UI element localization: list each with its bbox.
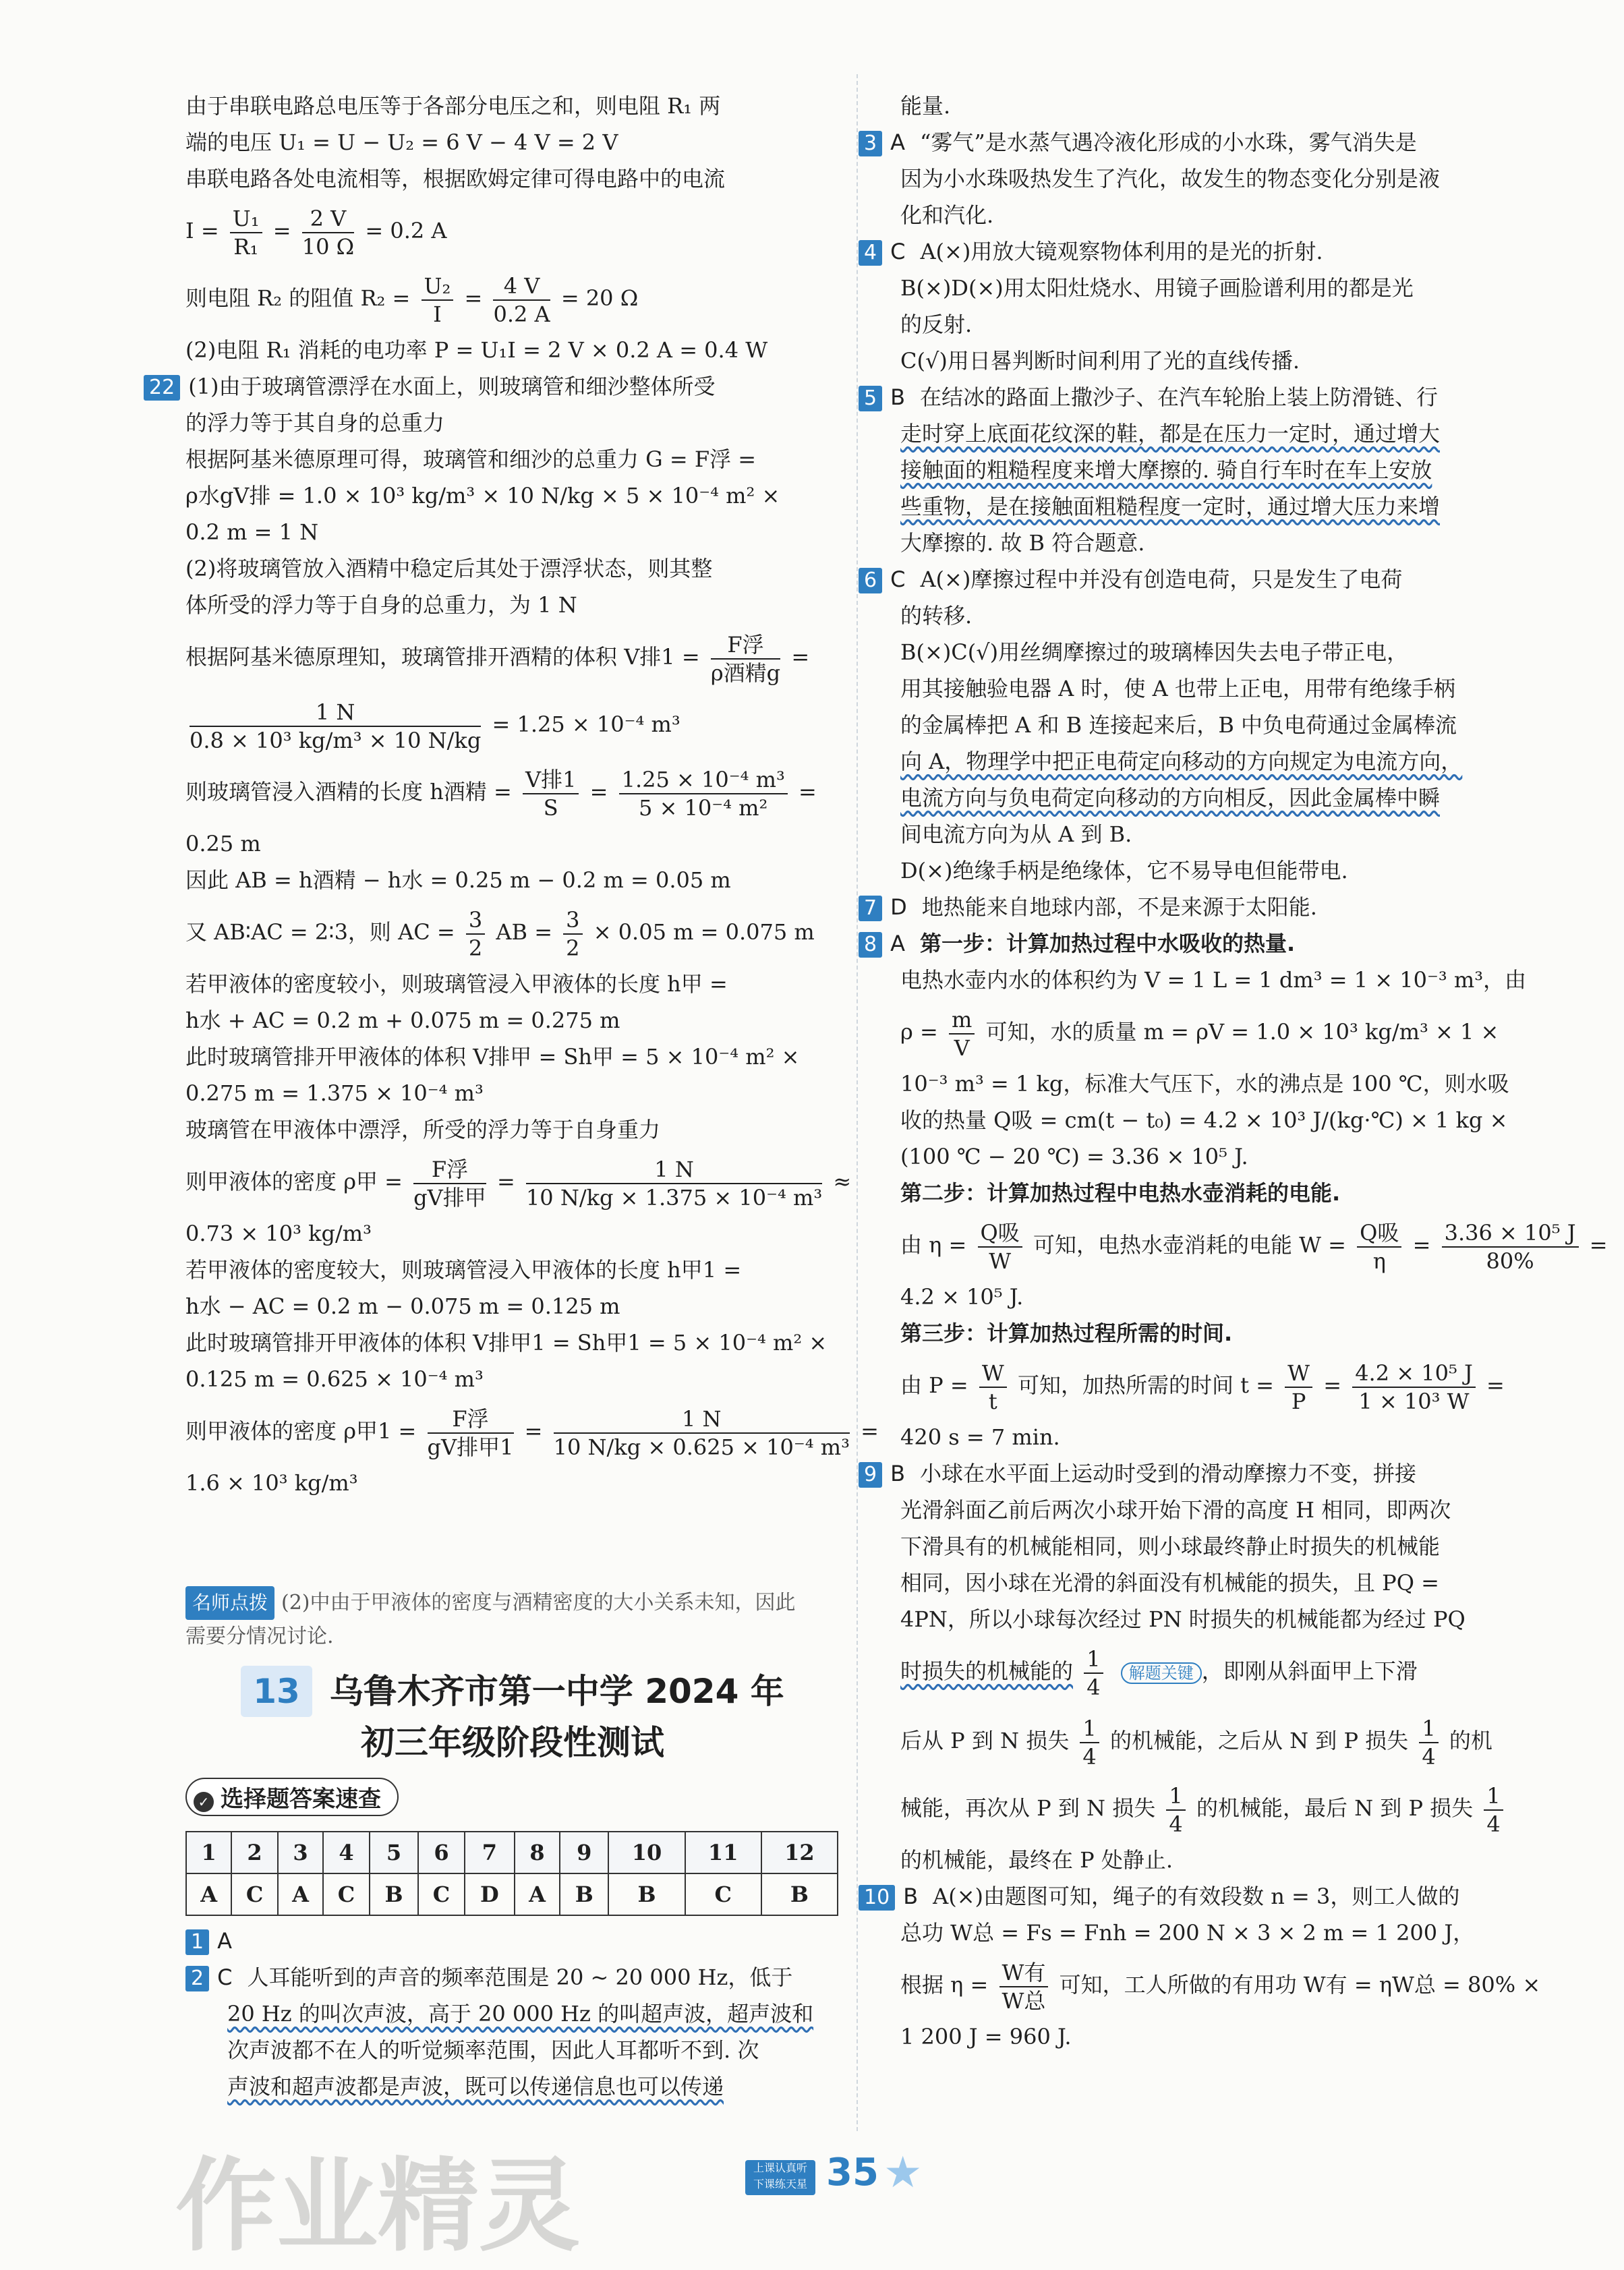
- table-cell: B: [761, 1873, 838, 1915]
- question-number: 22: [144, 375, 180, 401]
- key-tag: 解题关键: [1121, 1662, 1202, 1684]
- table-cell: B: [560, 1873, 608, 1915]
- text-line: 若甲液体的密度较小，则玻璃管浸入甲液体的长度 h甲 =: [185, 971, 728, 997]
- text-line-fraction: 时损失的机械能的 $\frac{1}{4}$ 解题关键 ，即刚从斜面甲上下滑: [900, 1646, 1418, 1700]
- answer-key-table: [185, 1831, 838, 1916]
- text-line: 大摩擦的. 故 B 符合题意.: [900, 530, 1145, 556]
- text-line: B(×)C(√)用丝绸摩擦过的玻璃棒因失去电子带正电，: [900, 639, 1409, 665]
- text-line: (2)将玻璃管放入酒精中稳定后其处于漂浮状态，则其整: [185, 556, 713, 581]
- table-cell: C: [418, 1873, 465, 1915]
- text-line: 间电流方向为从 A 到 B.: [900, 821, 1132, 847]
- table-cell: C: [231, 1873, 278, 1915]
- text-line: 0.275 m = 1.375 × 10⁻⁴ m³: [185, 1080, 484, 1106]
- formula-ac: 又 AB∶AC = 2∶3，则 AC = $\frac{3}{2}$ AB = $\frac{3}{2}$ × 0.05 m = 0.075 m: [185, 906, 815, 961]
- hint-tag: 名师点拨: [185, 1586, 274, 1620]
- table-cell: 8: [515, 1832, 560, 1873]
- table-row: [186, 1832, 838, 1873]
- section-13: [185, 1666, 840, 2105]
- table-cell: 10: [608, 1832, 685, 1873]
- text-line: 电流方向与负电荷定向移动的方向相反，因此金属棒中瞬: [900, 785, 1441, 811]
- table-cell: 9: [560, 1832, 608, 1873]
- table-cell: C: [323, 1873, 370, 1915]
- formula-useful-work: 根据 η = $\frac{\text{W有}}{\text{W总}}$ 可知，工人所做的有用功 W有 = ηW总 = 80% ×: [900, 1959, 1541, 2014]
- formula-time: 由 P = $\frac{W}{t}$ 可知，加热所需的时间 t = $\frac{W}{P}$ = $\frac{\text{4.2 × 10⁵ J}}{\text{1 × 10³ W}}$ =: [900, 1360, 1505, 1414]
- text-line: 的转移.: [900, 603, 973, 629]
- star-mascot-icon: ★: [883, 2148, 923, 2198]
- answer-6: 6 C A(×)摩擦过程中并没有创造电荷，只是发生了电荷: [900, 561, 1568, 598]
- text-line: ρ水gV排 = 1.0 × 10³ kg/m³ × 10 N/kg × 5 × 10⁻⁴ m² ×: [185, 483, 780, 508]
- text-line: 些重物，是在接触面粗糙程度一定时，通过增大压力来增: [900, 494, 1441, 519]
- text-line: 0.125 m = 0.625 × 10⁻⁴ m³: [185, 1366, 484, 1392]
- text-line: 用其接触验电器 A 时，使 A 也带上正电，用带有绝缘手柄: [900, 676, 1455, 701]
- answer-10: 10 B A(×)由题图可知，绳子的有效段数 n = 3，则工人做的: [900, 1878, 1568, 1915]
- text-line: 此时玻璃管排开甲液体的体积 V排甲 = Sh甲 = 5 × 10⁻⁴ m² ×: [185, 1044, 800, 1070]
- table-cell: B: [608, 1873, 685, 1915]
- question-22: 22 (1)由于玻璃管漂浮在水面上，则玻璃管和细沙整体所受: [185, 368, 813, 405]
- answer-9: 9 B 小球在水平面上运动时受到的滑动摩擦力不变，拼接: [900, 1455, 1568, 1492]
- answer-8: 8 A 第一步：计算加热过程中水吸收的热量.: [900, 925, 1568, 962]
- text-line: 此时玻璃管排开甲液体的体积 V排甲1 = Sh甲1 = 5 × 10⁻⁴ m² ×: [185, 1330, 828, 1356]
- text-line: 根据阿基米德原理可得，玻璃管和细沙的总重力 G = F浮 =: [185, 446, 757, 472]
- text-line: 向 A，物理学中把正电荷定向移动的方向规定为电流方向，: [900, 749, 1463, 774]
- text-line: 相同，因小球在光滑的斜面没有机械能的损失，且 PQ =: [900, 1570, 1439, 1596]
- section-title: 13 乌鲁木齐市第一中学 2024 年: [185, 1666, 840, 1717]
- text-line: 的金属棒把 A 和 B 连接起来后，B 中负电荷通过金属棒流: [900, 712, 1457, 738]
- formula-rho-1: 则甲液体的密度 ρ甲 = $\frac{\text{F浮}}{\text{gV排甲}}$ = $\frac{1 N}{\text{10 N/kg × 1.375 × 10⁻⁴ m³}}$ ≈: [185, 1156, 852, 1211]
- answer-7: 7 D 地热能来自地球内部，不是来源于太阳能.: [900, 889, 1568, 925]
- table-cell: A: [278, 1873, 323, 1915]
- table-cell: 5: [370, 1832, 418, 1873]
- text-line: h水 − AC = 0.2 m − 0.075 m = 0.125 m: [185, 1293, 620, 1319]
- slogan-badge: 上课认真听 下课练天星: [745, 2160, 815, 2195]
- step-heading: 第三步：计算加热过程所需的时间.: [900, 1320, 1233, 1346]
- quick-check-label: ✓ 选择题答案速查: [185, 1778, 840, 1816]
- text-line: 化和汽化.: [900, 202, 994, 228]
- table-cell: 4: [323, 1832, 370, 1873]
- text-line: 4.2 × 10⁵ J.: [900, 1284, 1024, 1310]
- formula-rho-2: 则甲液体的密度 ρ甲1 = $\frac{\text{F浮}}{\text{gV排甲1}}$ = $\frac{1 N}{\text{10 N/kg × 0.625 × 10⁻⁴ m³}}$ =: [185, 1405, 879, 1460]
- answer-3: 3 A “雾气”是水蒸气遇冷液化形成的小水珠，雾气消失是: [900, 124, 1568, 161]
- table-cell: B: [370, 1873, 418, 1915]
- text-line-fraction: 后从 P 到 N 损失 $\frac{1}{4}$ 的机械能，之后从 N 到 P 损失 $\frac{1}{4}$ 的机: [900, 1715, 1492, 1770]
- page-number: 35: [826, 2151, 879, 2194]
- teacher-hint: [185, 1586, 813, 1654]
- text-line: (100 ℃ − 20 ℃) = 3.36 × 10⁵ J.: [900, 1144, 1248, 1169]
- text-line: 次声波都不在人的听觉频率范围，因此人耳都听不到. 次: [227, 2037, 759, 2063]
- table-cell: 3: [278, 1832, 323, 1873]
- formula-energy: 由 η = $\frac{\text{Q吸}}{W}$ 可知，电热水壶消耗的电能 W = $\frac{\text{Q吸}}{\eta}$ = $\frac{\text{3.36 × 10⁵ J}}{80\%}$ =: [900, 1219, 1608, 1274]
- table-cell: C: [685, 1873, 761, 1915]
- text-line: 电热水壶内水的体积约为 V = 1 L = 1 dm³ = 1 × 10⁻³ m³，由: [900, 967, 1527, 993]
- text-line: 下滑具有的机械能相同，则小球最终静止时损失的机械能: [900, 1534, 1441, 1559]
- table-cell: A: [515, 1873, 560, 1915]
- table-cell: A: [186, 1873, 231, 1915]
- formula-density: ρ = $\frac{m}{V}$ 可知，水的质量 m = ρV = 1.0 × 10³ kg/m³ × 1 ×: [900, 1006, 1499, 1061]
- formula-v-alcohol: 根据阿基米德原理知，玻璃管排开酒精的体积 V排1 = $\frac{\text{F浮}}{\text{ρ酒精g}}$ =: [185, 631, 810, 686]
- section-subtitle: 初三年级阶段性测试: [361, 1723, 664, 1762]
- text-line: 收的热量 Q吸 = cm(t − t₀) = 4.2 × 10³ J/(kg·℃) × 1 kg ×: [900, 1107, 1508, 1133]
- section-number: 13: [241, 1666, 312, 1717]
- left-column: [149, 88, 879, 1501]
- table-cell: D: [465, 1873, 515, 1915]
- text-line: 接触面的粗糙程度来增大摩擦的. 骑自行车时在车上安放: [900, 457, 1432, 483]
- text-line-fraction: 械能，再次从 P 到 N 损失 $\frac{1}{4}$ 的机械能，最后 N 到 P 损失 $\frac{1}{4}$: [900, 1774, 1568, 1842]
- text-line: B(×)D(×)用太阳灶烧水、用镜子画脸谱利用的都是光: [900, 275, 1414, 301]
- text-line: 420 s = 7 min.: [900, 1424, 1060, 1450]
- text-line: 由于串联电路总电压等于各部分电压之和，则电阻 R₁ 两: [185, 93, 721, 119]
- hint-text: (2)中由于甲液体的密度与酒精密度的大小关系未知，因此需要分情况讨论.: [185, 1591, 796, 1648]
- text-line: 体所受的浮力等于自身的总重力，为 1 N: [185, 592, 577, 618]
- text-line: C(√)用日晷判断时间利用了光的直线传播.: [900, 348, 1300, 374]
- text-line: 光滑斜面乙前后两次小球开始下滑的高度 H 相同，即两次: [900, 1497, 1451, 1523]
- text-line: (2)电阻 R₁ 消耗的电功率 P = U₁I = 2 V × 0.2 A = 0.4 W: [185, 337, 768, 363]
- table-cell: 7: [465, 1832, 515, 1873]
- text-line: 10⁻³ m³ = 1 kg，标准大气压下，水的沸点是 100 ℃，则水吸: [900, 1071, 1509, 1097]
- text-line: 1.6 × 10³ kg/m³: [185, 1470, 358, 1496]
- table-cell: 11: [685, 1832, 761, 1873]
- text-line: 20 Hz 的叫次声波，高于 20 000 Hz 的叫超声波，超声波和: [227, 2001, 814, 2027]
- text-line: 走时穿上底面花纹深的鞋，都是在压力一定时，通过增大: [900, 421, 1441, 446]
- step-heading: 第二步：计算加热过程中电热水壶消耗的电能.: [900, 1180, 1341, 1206]
- table-cell: 1: [186, 1832, 231, 1873]
- text-line: 总功 W总 = Fs = Fnh = 200 N × 3 × 2 m = 1 200 J，: [900, 1920, 1475, 1946]
- table-row: [186, 1873, 838, 1915]
- answer-4: 4 C A(×)用放大镜观察物体利用的是光的折射.: [900, 233, 1568, 270]
- table-cell: 12: [761, 1832, 838, 1873]
- formula-r2: 则电阻 R₂ 的阻值 R₂ = $\frac{\text{U₂}}{I}$ = $\frac{4 V}{0.2 A}$ = 20 Ω: [185, 272, 639, 327]
- table-cell: 6: [418, 1832, 465, 1873]
- text-line: 0.25 m: [185, 831, 261, 856]
- watermark: 作业精灵: [175, 2148, 581, 2265]
- formula-h-alcohol: 则玻璃管浸入酒精的长度 h酒精 = $\frac{\text{V排1}}{S}$ = $\frac{\text{1.25 × 10⁻⁴ m³}}{\text{5 × 10⁻⁴ m²}}$ =: [185, 766, 817, 821]
- text-line: 0.73 × 10³ kg/m³: [185, 1221, 372, 1246]
- answer-5: 5 B 在结冰的路面上撒沙子、在汽车轮胎上装上防滑链、行: [900, 379, 1568, 415]
- text-line: 玻璃管在甲液体中漂浮，所受的浮力等于自身重力: [185, 1117, 661, 1142]
- answer-1: 1 A: [227, 1923, 840, 1959]
- text-line: 因为小水珠吸热发生了汽化，故发生的物态变化分别是液: [900, 166, 1441, 192]
- answer-2: 2 C 人耳能听到的声音的频率范围是 20 ~ 20 000 Hz，低于: [227, 1959, 840, 1996]
- formula-v-alcohol-value: $\frac{1 N}{\text{0.8 × 10³ kg/m³ × 10 N/kg}}$ = 1.25 × 10⁻⁴ m³: [190, 699, 680, 753]
- text-line: 4PN，所以小球每次经过 PN 时损失的机械能都为经过 PQ: [900, 1606, 1466, 1632]
- text-line: 端的电压 U₁ = U − U₂ = 6 V − 4 V = 2 V: [185, 129, 618, 155]
- text-line: 0.2 m = 1 N: [185, 519, 319, 545]
- text-line: 因此 AB = h酒精 − h水 = 0.25 m − 0.2 m = 0.05 m: [185, 867, 731, 893]
- right-column: [864, 88, 1608, 2055]
- formula-current: I = $\frac{\text{U₁}}{\text{R₁}}$ = $\frac{2 V}{10 \Omega}$ = 0.2 A: [185, 205, 447, 260]
- text-line: 若甲液体的密度较大，则玻璃管浸入甲液体的长度 h甲1 =: [185, 1257, 742, 1283]
- text-line: h水 + AC = 0.2 m + 0.075 m = 0.275 m: [185, 1008, 620, 1033]
- text-line: 声波和超声波都是声波，既可以传递信息也可以传递: [227, 2074, 724, 2099]
- table-cell: 2: [231, 1832, 278, 1873]
- text-line: D(×)绝缘手柄是绝缘体，它不易导电但能带电.: [900, 858, 1348, 883]
- text-line: 的机械能，最终在 P 处静止.: [900, 1847, 1173, 1873]
- column-divider: [857, 74, 858, 2131]
- answer-check-icon: ✓: [194, 1792, 214, 1812]
- text-line: 的反射.: [900, 312, 973, 337]
- text-line: 1 200 J = 960 J.: [900, 2024, 1072, 2049]
- text-line: 能量.: [900, 93, 951, 119]
- text-line: 的浮力等于其自身的总重力: [185, 410, 445, 436]
- page-footer: [745, 2148, 948, 2209]
- text-line: 串联电路各处电流相等，根据欧姆定律可得电路中的电流: [185, 166, 726, 192]
